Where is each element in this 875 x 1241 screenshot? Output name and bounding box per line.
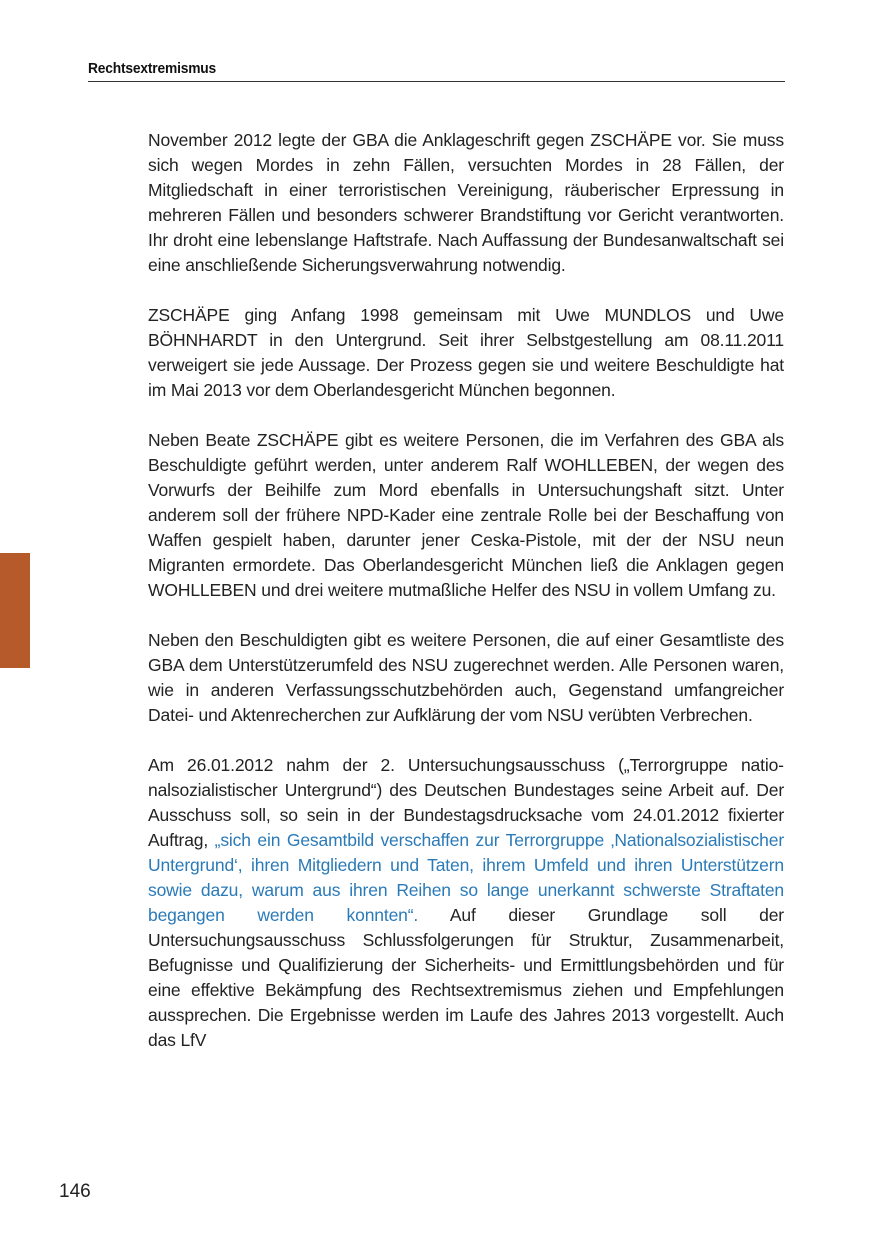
- body-text: [148, 128, 784, 1078]
- running-header-title: Rechtsextremismus: [88, 60, 217, 77]
- committee-mandate-quote: „sich ein Gesamtbild verschaffen zur Terrorgruppe ‚Nationalsozialistischer Untergrund‘, ihren Mitgliedern und Taten, ihrem Umfeld und ihren Unterstützern sowie dazu, warum aus ihren Reihen so lange unerkannt schwerste Straftaten begangen werden konnten“.: [148, 830, 785, 925]
- running-header: [88, 60, 785, 82]
- paragraph-further-accused: Neben Beate ZSCHÄPE gibt es weitere Personen, die im Verfahren des GBA als Beschuldigte geführt werden, unter anderem Ralf WOHLLEBEN, der wegen des Vorwurfs der Beihilfe zum Mord ebenfalls in Untersuchungshaft sitzt. Unter anderem soll der frühere NPD-Kader eine zentrale Rolle bei der Beschaffung von Waffen gespielt haben, darunter jener Ceska-Pistole, mit der der NSU neun Migranten ermordete. Das Oberlandesgericht München ließ die Anklagen gegen WOHLLEBEN und drei weitere mutmaßliche Helfer des NSU in vollem Umfang zu.: [148, 430, 784, 600]
- paragraph-indictment: November 2012 legte der GBA die Anklageschrift gegen ZSCHÄPE vor. Sie muss sich wegen Mordes in zehn Fällen, versuchten Mordes in 28 Fällen, der Mitgliedschaft in einer terroristischen Vereinigung, räuberischer Erpressung in mehreren Fällen und besonders schwerer Brandstiftung vor Gericht verantworten. Ihr droht eine lebenslange Haftstrafe. Nach Auffassung der Bundesanwaltschaft sei eine anschließende Sicherungsverwahrung notwendig.: [148, 130, 784, 275]
- paragraph-committee: [148, 753, 784, 1053]
- paragraph-supporters: Neben den Beschuldigten gibt es weitere Personen, die auf einer Gesamtliste des GBA dem Unterstützerumfeld des NSU zugerechnet werden. Alle Personen waren, wie in anderen Verfassungsschutzbehörden auch, Gegenstand umfangreicher Datei- und Aktenrecherchen zur Aufklärung der vom NSU verübten Verbrechen.: [148, 630, 784, 725]
- committee-text-after-quote: Auf dieser Grundlage soll der Untersuchungsausschuss Schlussfolgerungen für Struktur, Zusammenarbeit, Befugnisse und Qualifizierung der Sicherheits- und Ermittlungsbehörden und für eine effektive Bekämpfung des Rechtsextremismus ziehen und Empfehlungen aussprechen. Die Ergebnisse werden im Laufe des Jahres 2013 vorgestellt. Auch das LfV: [148, 905, 784, 1050]
- paragraph-underground: ZSCHÄPE ging Anfang 1998 gemeinsam mit Uwe MUNDLOS und Uwe BÖHNHARDT in den Untergrund. Seit ihrer Selbstgestellung am 08.11.2011 verweigert sie jede Aussage. Der Prozess gegen sie und weitere Beschuldigte hat im Mai 2013 vor dem Oberlandesgericht München begonnen.: [148, 305, 784, 400]
- committee-text-before-quote: Am 26.01.2012 nahm der 2. Untersuchungsausschuss („Terrorgruppe nationalsozialistischer Untergrund“) des Deutschen Bundestages seine Arbeit auf. Der Ausschuss soll, so sein in der Bundestagsdrucksache vom 24.01.2012 fixierter Auftrag,: [148, 755, 784, 850]
- page-number: 146: [59, 1181, 91, 1202]
- chapter-side-tab: [0, 553, 30, 668]
